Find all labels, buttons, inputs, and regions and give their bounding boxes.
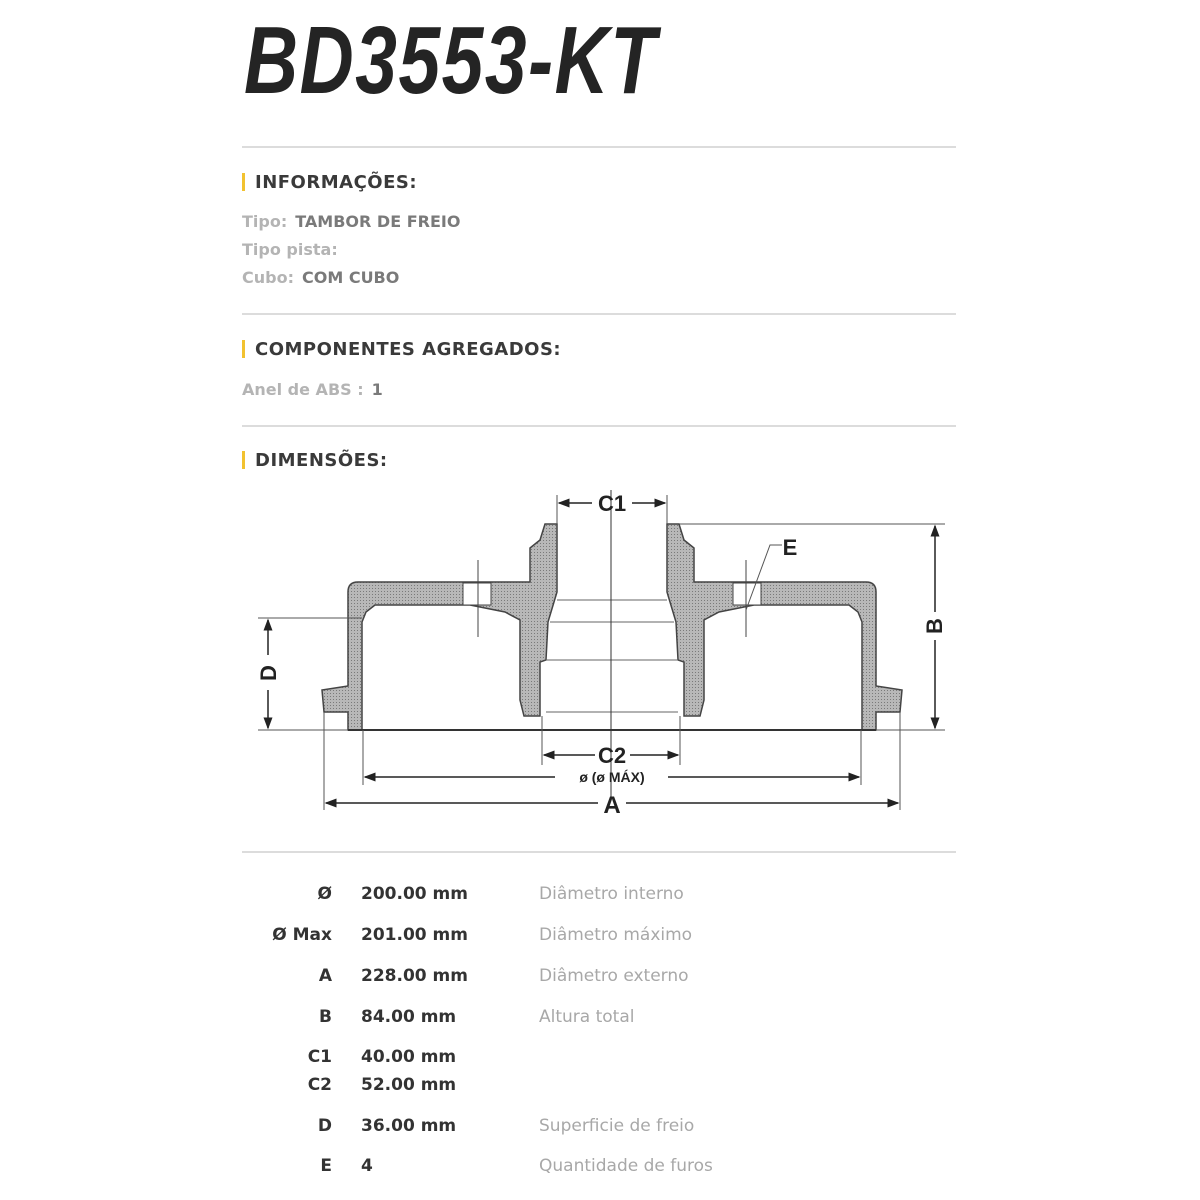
spec-label: A [318,966,332,986]
label-d: D [256,665,281,681]
info-label: Tipo: [242,212,288,231]
spec-value: 84.00 mm [361,1007,457,1027]
spec-description: Diâmetro interno [539,884,684,904]
spec-description: Diâmetro máximo [539,925,693,945]
spec-value: 200.00 mm [361,884,468,904]
spec-row [240,1047,960,1069]
label-c2: C2 [597,743,627,768]
spec-value: 40.00 mm [361,1047,457,1067]
spec-row [240,925,960,947]
label-a: A [603,792,621,819]
spec-value: 201.00 mm [361,925,468,945]
spec-label: C1 [307,1047,332,1067]
spec-row [240,1156,960,1178]
spec-label: Ø [317,884,332,904]
section-heading-text: DIMENSÕES: [255,450,388,471]
info-label: Cubo: [242,268,294,287]
component-value: 1 [371,380,383,399]
info-label: Tipo pista: [242,240,338,259]
drum-section-left [322,524,557,730]
product-code-title: BD3553-KT [244,7,658,114]
section-heading-text: INFORMAÇÕES: [255,172,418,193]
spec-label: D [317,1116,332,1136]
label-diameter: ø (ø MÁX) [579,769,645,785]
spec-value: 228.00 mm [361,966,468,986]
spec-row [240,1116,960,1138]
spec-description: Superficie de freio [539,1116,695,1136]
spec-value: 4 [361,1156,373,1176]
component-label: Anel de ABS : [242,380,364,399]
spec-label: B [319,1007,332,1027]
spec-description: Diâmetro externo [539,966,689,986]
info-value: COM CUBO [301,268,400,287]
spec-value: 52.00 mm [361,1075,457,1095]
spec-label: Ø Max [272,925,332,945]
spec-row [240,1075,960,1097]
label-b: B [922,618,947,634]
info-value: TAMBOR DE FREIO [295,212,461,231]
label-e: E [782,535,798,560]
divider [242,851,956,853]
section-heading-text: COMPONENTES AGREGADOS: [255,339,562,360]
spec-value: 36.00 mm [361,1116,457,1136]
spec-row [240,884,960,906]
spec-label: C2 [307,1075,332,1095]
spec-row [240,966,960,988]
spec-row [240,1007,960,1029]
spec-description: Quantidade de furos [539,1156,713,1176]
label-c1: C1 [597,491,627,516]
spec-description: Altura total [539,1007,635,1027]
spec-label: E [320,1156,332,1176]
